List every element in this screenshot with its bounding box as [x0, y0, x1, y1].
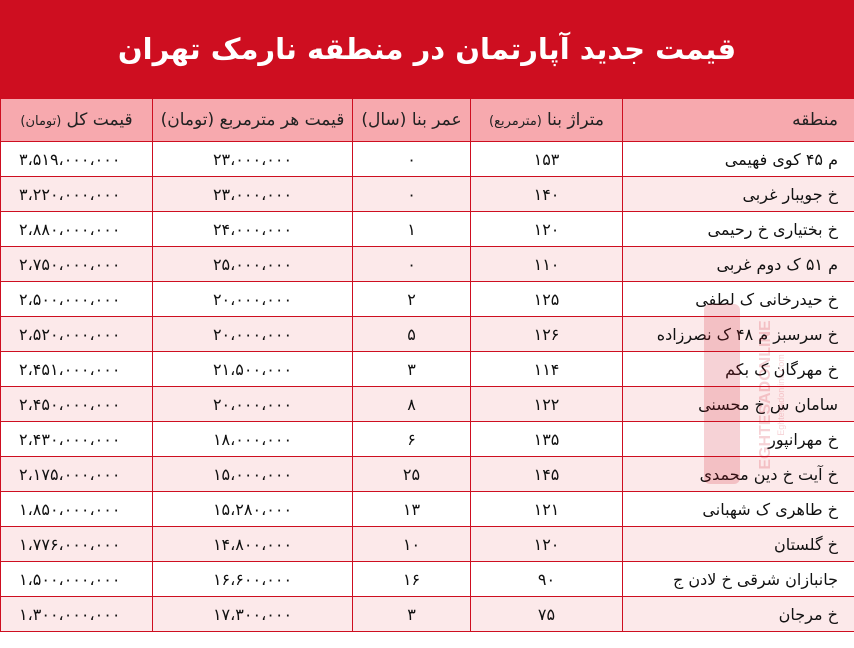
cell-area: ۱۵۳: [471, 142, 623, 177]
cell-area: ۹۰: [471, 562, 623, 597]
cell-region: خ مهرانپور: [623, 422, 854, 457]
title-bar: [0, 0, 854, 98]
table-row: [1, 527, 854, 562]
cell-total: ۱،۷۷۶،۰۰۰،۰۰۰: [1, 527, 153, 562]
cell-total: ۲،۴۵۰،۰۰۰،۰۰۰: [1, 387, 153, 422]
cell-area: ۱۱۰: [471, 247, 623, 282]
cell-area: ۱۲۰: [471, 212, 623, 247]
cell-area: ۱۱۴: [471, 352, 623, 387]
cell-region: خ طاهری ک شهبانی: [623, 492, 854, 527]
cell-area: ۱۴۵: [471, 457, 623, 492]
cell-area: ۷۵: [471, 597, 623, 632]
cell-price-per-m2: ۱۶،۶۰۰،۰۰۰: [153, 562, 353, 597]
header-area-label: متراژ بنا: [546, 110, 604, 130]
cell-area: ۱۲۶: [471, 317, 623, 352]
cell-age: ۱۶: [353, 562, 471, 597]
cell-age: ۳: [353, 352, 471, 387]
header-row: [1, 99, 854, 142]
table-row: [1, 562, 854, 597]
cell-age: ۶: [353, 422, 471, 457]
price-table: [0, 98, 854, 632]
cell-age: ۸: [353, 387, 471, 422]
cell-total: ۳،۵۱۹،۰۰۰،۰۰۰: [1, 142, 153, 177]
cell-region: خ مرجان: [623, 597, 854, 632]
header-price-per-m2: قیمت هر مترمربع (تومان): [153, 99, 353, 142]
cell-area: ۱۲۰: [471, 527, 623, 562]
cell-region: خ بختیاری خ رحیمی: [623, 212, 854, 247]
cell-price-per-m2: ۱۷،۳۰۰،۰۰۰: [153, 597, 353, 632]
cell-region: جانبازان شرقی خ لادن ج: [623, 562, 854, 597]
cell-region: خ گلستان: [623, 527, 854, 562]
cell-price-per-m2: ۱۵،۰۰۰،۰۰۰: [153, 457, 353, 492]
header-total-label: قیمت کل: [66, 110, 133, 130]
cell-total: ۲،۸۸۰،۰۰۰،۰۰۰: [1, 212, 153, 247]
cell-region: خ آیت خ دین محمدی: [623, 457, 854, 492]
table-row: [1, 457, 854, 492]
cell-price-per-m2: ۲۳،۰۰۰،۰۰۰: [153, 177, 353, 212]
table-row: [1, 387, 854, 422]
cell-region: خ سرسبز م ۴۸ ک نصرزاده: [623, 317, 854, 352]
cell-area: ۱۴۰: [471, 177, 623, 212]
cell-total: ۲،۱۷۵،۰۰۰،۰۰۰: [1, 457, 153, 492]
cell-age: ۱: [353, 212, 471, 247]
cell-price-per-m2: ۱۵،۲۸۰،۰۰۰: [153, 492, 353, 527]
cell-age: ۲۵: [353, 457, 471, 492]
cell-region: خ جویبار غربی: [623, 177, 854, 212]
cell-total: ۲،۴۵۱،۰۰۰،۰۰۰: [1, 352, 153, 387]
cell-price-per-m2: ۲۱،۵۰۰،۰۰۰: [153, 352, 353, 387]
table-row: [1, 177, 854, 212]
cell-area: ۱۳۵: [471, 422, 623, 457]
cell-total: ۲،۴۳۰،۰۰۰،۰۰۰: [1, 422, 153, 457]
header-area: [471, 99, 623, 142]
table-body: [1, 142, 854, 632]
cell-age: ۵: [353, 317, 471, 352]
cell-price-per-m2: ۱۴،۸۰۰،۰۰۰: [153, 527, 353, 562]
cell-age: ۳: [353, 597, 471, 632]
cell-price-per-m2: ۲۰،۰۰۰،۰۰۰: [153, 317, 353, 352]
page-title: قیمت جدید آپارتمان در منطقه نارمک تهران: [117, 32, 737, 66]
table-row: [1, 212, 854, 247]
table-row: [1, 597, 854, 632]
cell-area: ۱۲۵: [471, 282, 623, 317]
header-total: [1, 99, 153, 142]
header-area-unit: (مترمربع): [489, 114, 542, 129]
cell-area: ۱۲۱: [471, 492, 623, 527]
cell-price-per-m2: ۲۴،۰۰۰،۰۰۰: [153, 212, 353, 247]
table-row: [1, 352, 854, 387]
cell-age: ۰: [353, 247, 471, 282]
table-row: [1, 492, 854, 527]
table-row: [1, 142, 854, 177]
cell-price-per-m2: ۲۳،۰۰۰،۰۰۰: [153, 142, 353, 177]
cell-total: ۱،۳۰۰،۰۰۰،۰۰۰: [1, 597, 153, 632]
cell-age: ۱۳: [353, 492, 471, 527]
table-row: [1, 317, 854, 352]
header-total-unit: (تومان): [20, 114, 62, 129]
cell-region: م ۴۵ کوی فهیمی: [623, 142, 854, 177]
cell-total: ۲،۵۲۰،۰۰۰،۰۰۰: [1, 317, 153, 352]
cell-total: ۱،۸۵۰،۰۰۰،۰۰۰: [1, 492, 153, 527]
cell-age: ۲: [353, 282, 471, 317]
cell-total: ۳،۲۲۰،۰۰۰،۰۰۰: [1, 177, 153, 212]
cell-total: ۲،۷۵۰،۰۰۰،۰۰۰: [1, 247, 153, 282]
cell-age: ۱۰: [353, 527, 471, 562]
table-row: [1, 422, 854, 457]
cell-region: سامان س خ محسنی: [623, 387, 854, 422]
cell-price-per-m2: ۱۸،۰۰۰،۰۰۰: [153, 422, 353, 457]
cell-area: ۱۲۲: [471, 387, 623, 422]
cell-price-per-m2: ۲۰،۰۰۰،۰۰۰: [153, 387, 353, 422]
cell-total: ۱،۵۰۰،۰۰۰،۰۰۰: [1, 562, 153, 597]
cell-region: م ۵۱ ک دوم غربی: [623, 247, 854, 282]
table-row: [1, 282, 854, 317]
header-age: عمر بنا (سال): [353, 99, 471, 142]
cell-age: ۰: [353, 142, 471, 177]
cell-region: خ مهرگان ک بکم: [623, 352, 854, 387]
cell-age: ۰: [353, 177, 471, 212]
table-row: [1, 247, 854, 282]
cell-price-per-m2: ۲۰،۰۰۰،۰۰۰: [153, 282, 353, 317]
header-region: منطقه: [623, 99, 854, 142]
cell-region: خ حیدرخانی ک لطفی: [623, 282, 854, 317]
cell-total: ۲،۵۰۰،۰۰۰،۰۰۰: [1, 282, 153, 317]
cell-price-per-m2: ۲۵،۰۰۰،۰۰۰: [153, 247, 353, 282]
